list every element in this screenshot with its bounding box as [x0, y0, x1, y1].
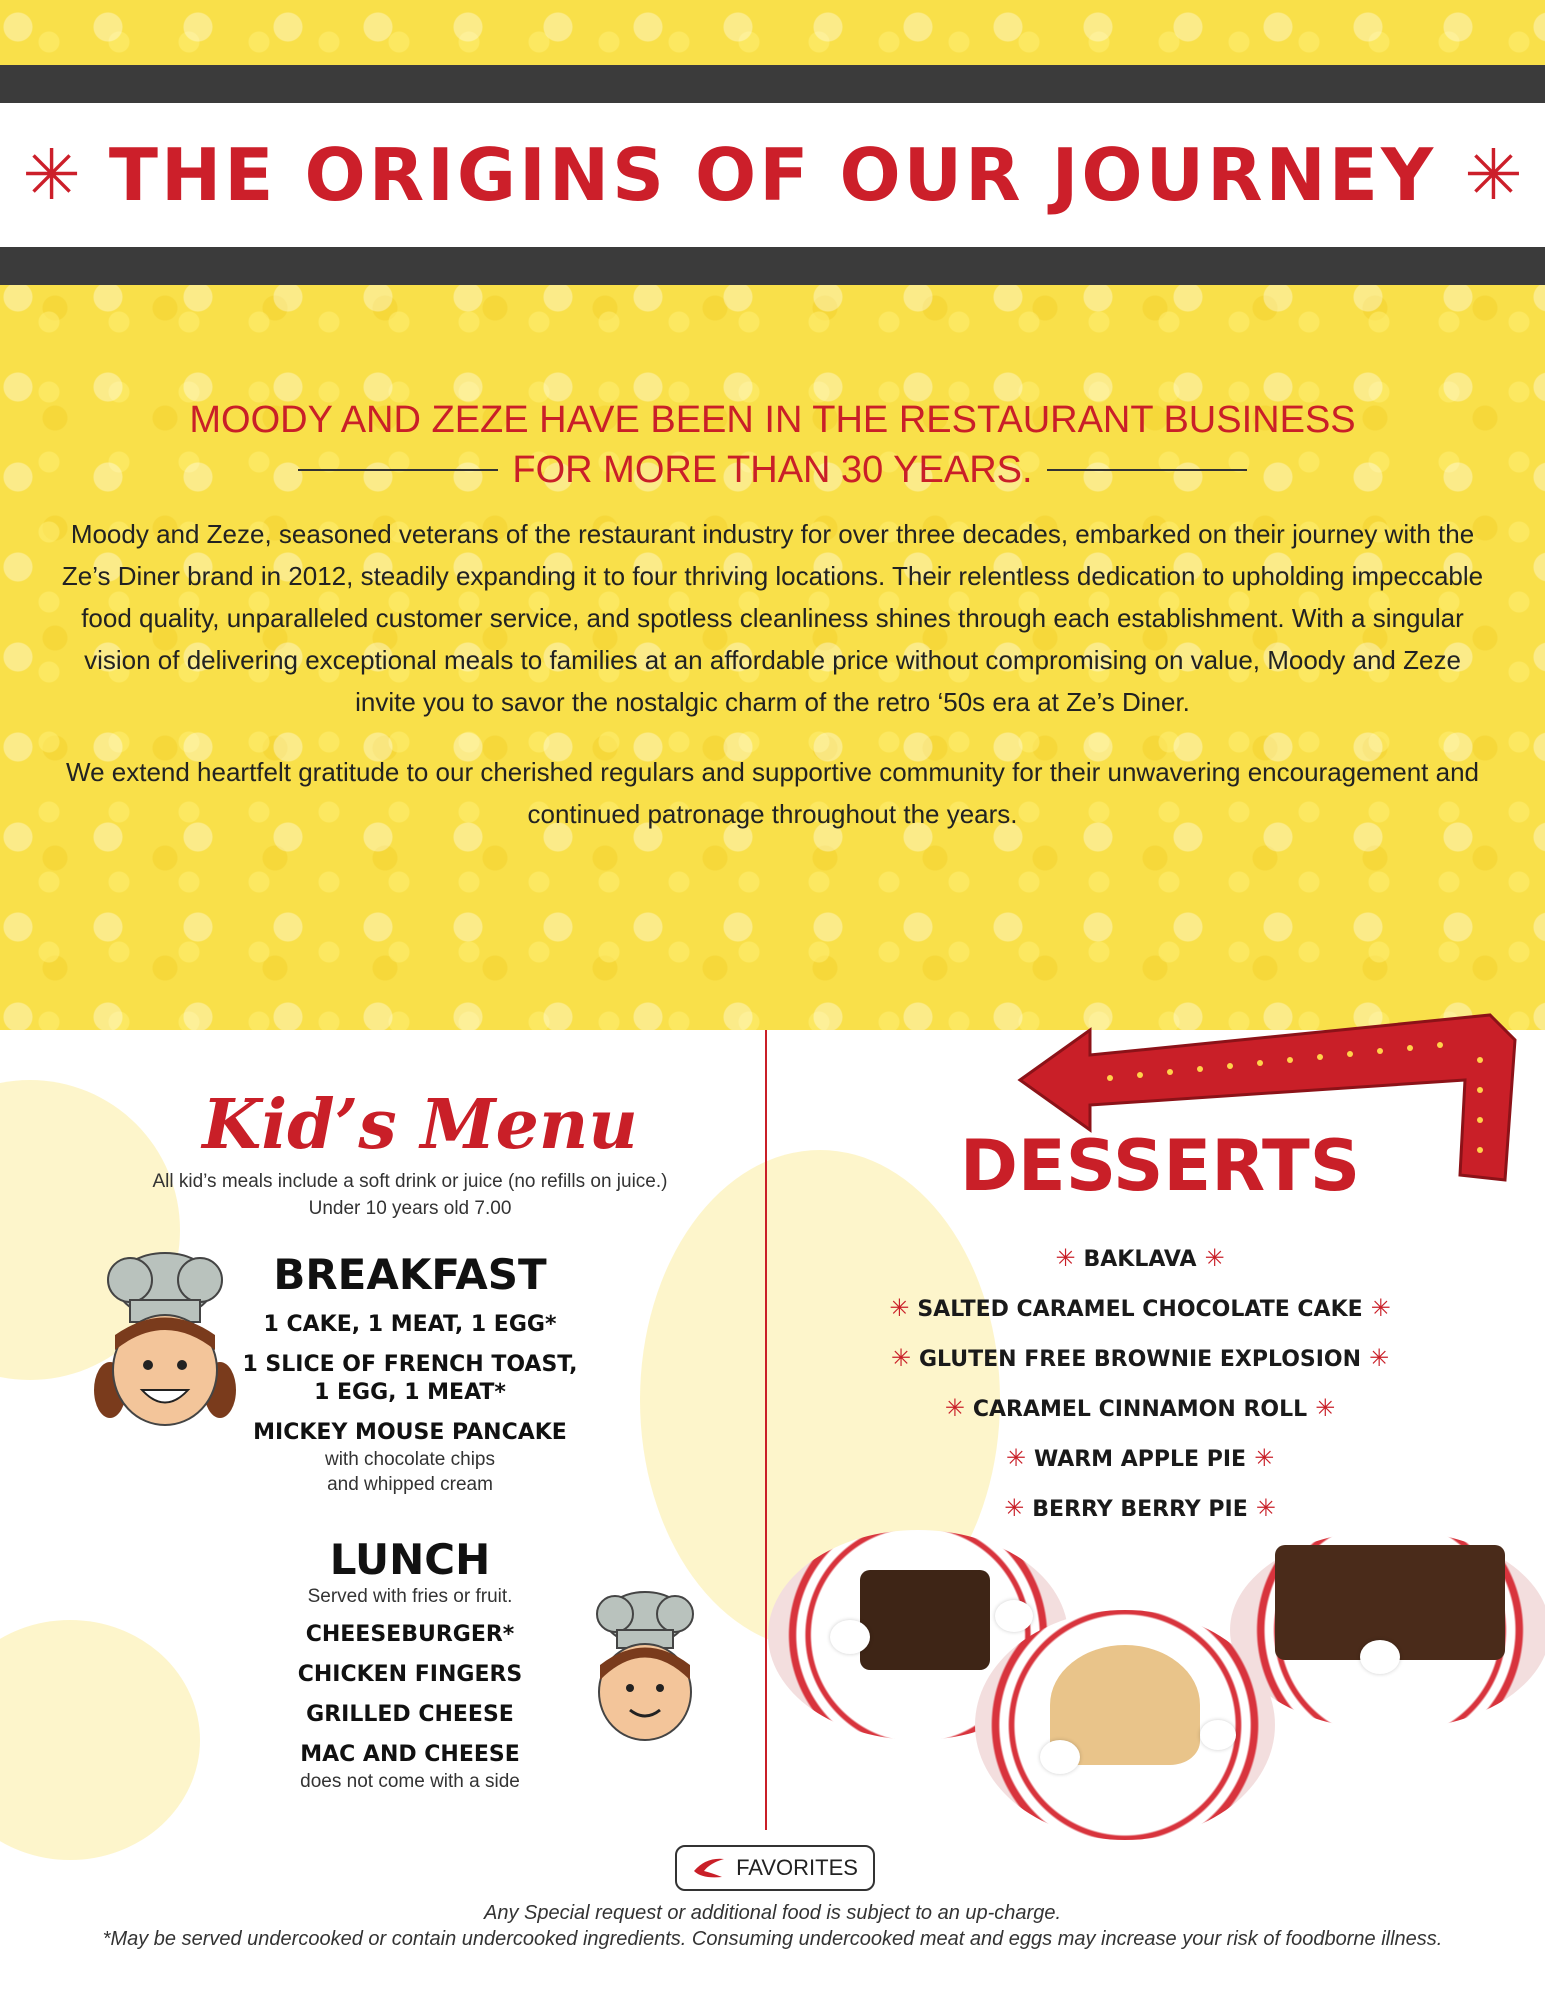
breakfast-item: 1 SLICE OF FRENCH TOAST,	[242, 1352, 578, 1377]
dessert-item-label: GLUTEN FREE BROWNIE EXPLOSION	[918, 1347, 1362, 1372]
intro-paragraph-1: Moody and Zeze, seasoned veterans of the restaurant industry for over three decades, embarked on their journey with the Ze’s Diner brand in 2012, steadily expanding it to four thriving locations. Their relentless dedication to upholding impeccable food quality, unparalleled customer service, and spotless cleanliness shines through each establishment. With a singular vision of delivering exceptional meals to families at an affordable price without compromising on value, Moody and Zeze invite you to savor the nostalgic charm of the retro ‘50s era at Ze’s Diner.	[61, 519, 1484, 717]
whipped-cream	[1200, 1720, 1236, 1750]
intro-headline-1: MOODY AND ZEZE HAVE BEEN IN THE RESTAURANT BUSINESS	[189, 399, 1356, 441]
lunch-item: GRILLED CHEESE	[306, 1702, 514, 1727]
breakfast-item-desc: with chocolate chips	[324, 1449, 496, 1470]
whipped-cream	[1040, 1740, 1080, 1774]
lunch-heading: LUNCH	[329, 1535, 491, 1584]
breakfast-heading: BREAKFAST	[273, 1250, 547, 1299]
starburst-icon: ✳	[1369, 1344, 1390, 1372]
breakfast-section	[230, 1250, 590, 1497]
whipped-cream	[995, 1600, 1033, 1632]
starburst-icon: ✳	[1004, 1494, 1025, 1522]
starburst-icon: ✳	[22, 136, 81, 214]
starburst-icon: ✳	[1055, 1244, 1076, 1272]
breakfast-item-cont: 1 EGG, 1 MEAT*	[314, 1380, 506, 1405]
lunch-section	[240, 1535, 580, 1794]
starburst-icon: ✳	[944, 1394, 965, 1422]
intro-section	[60, 395, 1485, 835]
dessert-item	[820, 1283, 1460, 1333]
dessert-item-label: BERRY BERRY PIE	[1032, 1497, 1248, 1522]
breakfast-item: 1 CAKE, 1 MEAT, 1 EGG*	[263, 1312, 557, 1337]
footer-line-2: *May be served undercooked or contain undercooked ingredients. Consuming undercooked meat and eggs may increase your risk of foodborne illness.	[102, 1928, 1443, 1950]
breakfast-item-desc: and whipped cream	[327, 1474, 493, 1495]
background-swirl	[0, 1620, 200, 1860]
lunch-item: MAC AND CHEESE	[300, 1742, 520, 1767]
dessert-item-label: SALTED CARAMEL CHOCOLATE CAKE	[917, 1297, 1363, 1322]
dessert-item	[820, 1333, 1460, 1383]
intro-headline-2-row	[60, 445, 1485, 495]
intro-paragraph-2: We extend heartfelt gratitude to our cherished regulars and supportive community for their unwavering encouragement and continued patronage throughout the years.	[66, 757, 1479, 829]
page-title: THE ORIGINS OF OUR JOURNEY	[108, 133, 1437, 217]
lunch-item: CHICKEN FINGERS	[297, 1662, 523, 1687]
title-strip	[0, 103, 1545, 247]
dessert-item	[820, 1233, 1460, 1283]
kids-menu-price: Under 10 years old 7.00	[308, 1198, 512, 1219]
favorites-label: FAVORITES	[736, 1855, 858, 1880]
lunch-item: CHEESEBURGER*	[305, 1622, 515, 1647]
chef-girl-illustration	[90, 1240, 240, 1440]
kids-menu-note	[80, 1168, 740, 1222]
starburst-icon: ✳	[1204, 1244, 1225, 1272]
breakfast-item: MICKEY MOUSE PANCAKE	[253, 1420, 567, 1445]
starburst-icon: ✳	[1005, 1444, 1026, 1472]
starburst-icon: ✳	[1254, 1444, 1275, 1472]
kids-menu-title: Kid’s Menu	[202, 1085, 638, 1165]
starburst-icon: ✳	[890, 1344, 911, 1372]
dessert-item-label: BAKLAVA	[1083, 1247, 1197, 1272]
starburst-icon: ✳	[1315, 1394, 1336, 1422]
footer-line-1: Any Special request or additional food is subject to an up-charge.	[483, 1902, 1062, 1924]
lunch-note: Served with fries or fruit.	[307, 1586, 513, 1607]
brownie	[860, 1570, 990, 1670]
intro-headline-2: FOR MORE THAN 30 YEARS.	[512, 449, 1033, 491]
starburst-icon: ✳	[1464, 136, 1523, 214]
dessert-item-label: CARAMEL CINNAMON ROLL	[972, 1397, 1308, 1422]
starburst-icon: ✳	[1370, 1294, 1391, 1322]
chef-boy-illustration	[585, 1580, 705, 1750]
dessert-item-label: WARM APPLE PIE	[1033, 1447, 1247, 1472]
headline-rule-right	[1047, 469, 1247, 471]
lunch-item-desc: does not come with a side	[300, 1771, 520, 1792]
top-dark-bar	[0, 65, 1545, 103]
dessert-item	[820, 1433, 1460, 1483]
desserts-title: DESSERTS	[959, 1125, 1361, 1207]
starburst-icon: ✳	[1255, 1494, 1276, 1522]
bottom-dark-bar	[0, 247, 1545, 285]
column-divider	[765, 1030, 767, 1830]
headline-rule-left	[298, 469, 498, 471]
dessert-list	[820, 1233, 1460, 1533]
boomerang-icon	[692, 1857, 726, 1879]
whipped-cream	[830, 1620, 870, 1654]
dessert-item	[820, 1483, 1460, 1533]
starburst-icon: ✳	[889, 1294, 910, 1322]
whipped-cream	[1360, 1640, 1400, 1674]
dessert-item	[820, 1383, 1460, 1433]
favorites-legend	[675, 1845, 875, 1891]
kids-menu-note-line-1: All kid’s meals include a soft drink or juice (no refills on juice.)	[152, 1171, 668, 1192]
footer-disclaimer	[40, 1900, 1505, 1952]
